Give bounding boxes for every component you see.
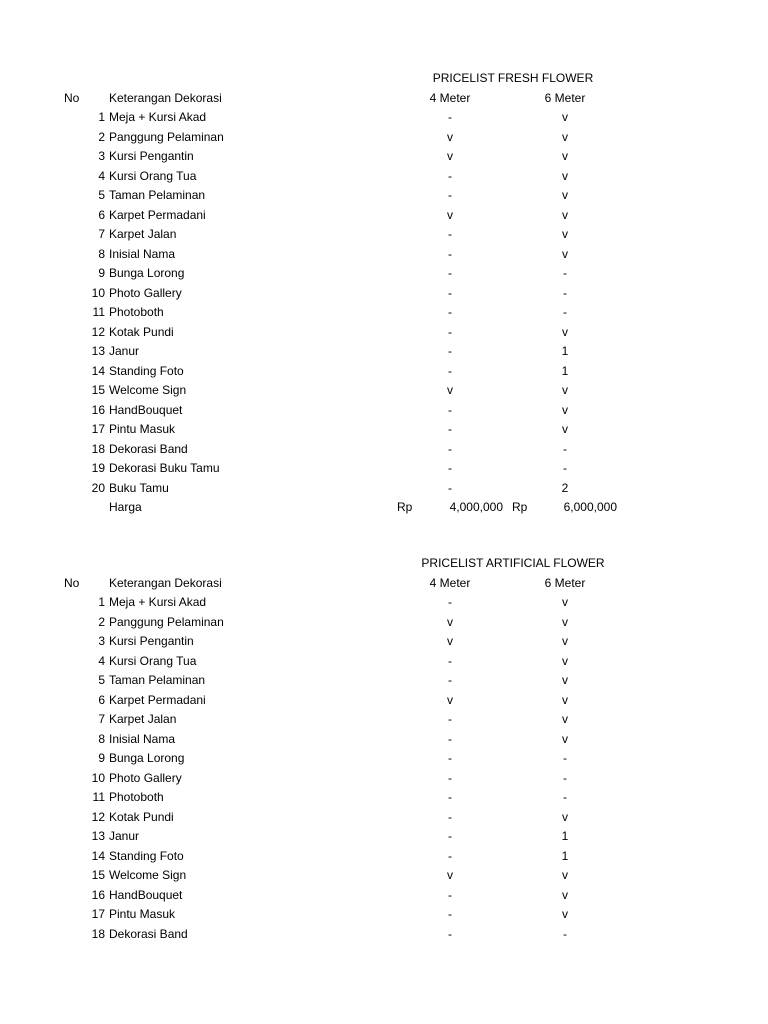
row-6-meter-value: v [562, 614, 568, 629]
row-4-meter-value: - [448, 266, 452, 280]
table-row [0, 769, 768, 789]
table-row [0, 401, 768, 421]
row-6-meter-value: v [562, 168, 568, 183]
row-6-meter-value: v [562, 887, 568, 902]
row-6-meter-value: v [562, 634, 568, 648]
row-6-meter-value: - [563, 285, 567, 300]
table-row [0, 420, 768, 440]
table-title: PRICELIST ARTIFICIAL FLOWER [421, 556, 605, 570]
table-row [0, 440, 768, 460]
row-4-meter-value: - [448, 907, 452, 921]
row-description: Kursi Pengantin [109, 149, 194, 163]
row-4-meter-value: - [448, 673, 452, 687]
row-6-meter-value: v [562, 595, 568, 609]
row-6-meter-value: v [562, 809, 568, 824]
row-description: Panggung Pelaminan [109, 129, 224, 144]
row-number: 6 [98, 692, 105, 707]
row-number: 8 [98, 731, 105, 746]
row-number: 19 [91, 461, 105, 475]
table-row [0, 749, 768, 769]
row-4-meter-value: v [447, 129, 453, 144]
row-number: 12 [91, 809, 105, 824]
row-6-meter-value: v [562, 383, 568, 397]
row-number: 8 [98, 246, 105, 261]
row-number: 10 [91, 285, 105, 300]
row-description: Photoboth [109, 790, 164, 804]
table-row [0, 632, 768, 652]
row-4-meter-value: - [448, 848, 452, 863]
row-4-meter-value: - [448, 246, 452, 261]
row-description: Dekorasi Band [109, 441, 188, 456]
row-description: Janur [109, 344, 140, 358]
table-row [0, 613, 768, 633]
row-4-meter-value: - [448, 324, 452, 339]
row-4-meter-value: - [448, 731, 452, 746]
table-row [0, 362, 768, 382]
table-row [0, 245, 768, 265]
table-row [0, 808, 768, 828]
row-number: 11 [92, 790, 105, 804]
row-6-meter-value: v [562, 149, 568, 163]
row-4-meter-value: - [448, 751, 452, 765]
table-row [0, 827, 768, 847]
row-description: Kotak Pundi [109, 324, 174, 339]
row-6-meter-value: v [562, 188, 568, 202]
row-number: 6 [98, 207, 105, 222]
row-6-meter-value: 1 [561, 344, 569, 358]
table-row [0, 691, 768, 711]
row-description: Photo Gallery [109, 285, 182, 300]
row-number: 14 [91, 363, 105, 378]
row-number: 3 [98, 149, 105, 163]
header-description: Keterangan Dekorasi [109, 90, 222, 105]
row-6-meter-value: v [562, 731, 568, 746]
row-4-meter-value: - [448, 829, 452, 843]
row-description: Meja + Kursi Akad [109, 595, 207, 609]
row-4-meter-value: - [448, 480, 452, 495]
row-4-meter-value: v [447, 634, 453, 648]
row-number: 5 [98, 188, 105, 202]
row-number: 10 [91, 770, 105, 785]
row-description: Panggung Pelaminan [109, 614, 224, 629]
row-4-meter-value: - [448, 461, 452, 475]
row-number: 7 [98, 712, 105, 726]
table-row [0, 886, 768, 906]
header-row [0, 574, 768, 594]
row-number: 2 [98, 129, 105, 144]
row-4-meter-value: v [447, 868, 453, 882]
row-number: 7 [98, 227, 105, 241]
row-6-meter-value: v [562, 324, 568, 339]
header-row [0, 89, 768, 109]
row-6-meter-value: v [562, 673, 568, 687]
row-number: 17 [91, 422, 105, 436]
row-6-meter-value: v [562, 227, 568, 241]
row-number: 3 [98, 634, 105, 648]
row-description: Inisial Nama [109, 246, 176, 261]
row-number: 17 [91, 907, 105, 921]
row-4-meter-value: v [447, 149, 453, 163]
row-description: Pintu Masuk [109, 907, 176, 921]
row-6-meter-value: v [562, 402, 568, 417]
header-6-meter: 6 Meter [544, 90, 586, 105]
table-row [0, 128, 768, 148]
row-description: Karpet Jalan [109, 227, 177, 241]
table-row [0, 925, 768, 945]
row-4-meter-value: - [448, 305, 452, 319]
header-4-meter: 4 Meter [429, 575, 471, 590]
row-4-meter-value: - [448, 441, 452, 456]
price-label: Harga [109, 500, 142, 514]
row-number: 1 [98, 595, 105, 609]
row-6-meter-value: v [562, 907, 568, 921]
row-description: Pintu Masuk [109, 422, 176, 436]
row-description: Bunga Lorong [109, 266, 185, 280]
table-title-row [0, 554, 768, 574]
row-description: Meja + Kursi Akad [109, 110, 207, 124]
row-number: 13 [91, 344, 105, 358]
row-description: Bunga Lorong [109, 751, 185, 765]
row-6-meter-value: v [562, 653, 568, 668]
header-description: Keterangan Dekorasi [109, 575, 222, 590]
row-number: 1 [98, 110, 105, 124]
row-6-meter-value: 1 [561, 829, 569, 843]
row-description: Photo Gallery [109, 770, 182, 785]
currency-4-meter: Rp [397, 500, 413, 514]
header-no: No [64, 575, 80, 590]
row-number: 2 [98, 614, 105, 629]
row-description: Photoboth [109, 305, 164, 319]
row-description: Taman Pelaminan [109, 188, 206, 202]
table-row [0, 147, 768, 167]
row-6-meter-value: - [563, 461, 567, 475]
row-4-meter-value: - [448, 809, 452, 824]
row-6-meter-value: 2 [561, 480, 569, 495]
row-description: Kursi Orang Tua [109, 653, 197, 668]
row-6-meter-value: - [563, 305, 567, 319]
row-number: 18 [91, 926, 105, 941]
row-4-meter-value: - [448, 926, 452, 941]
table-row [0, 730, 768, 750]
row-number: 15 [91, 383, 105, 397]
row-description: Kursi Pengantin [109, 634, 194, 648]
table-row [0, 108, 768, 128]
row-6-meter-value: 1 [561, 363, 569, 378]
row-description: Karpet Jalan [109, 712, 177, 726]
row-description: Welcome Sign [109, 868, 187, 882]
row-4-meter-value: - [448, 188, 452, 202]
row-6-meter-value: - [563, 790, 567, 804]
row-4-meter-value: - [448, 227, 452, 241]
table-row [0, 593, 768, 613]
row-number: 4 [98, 653, 105, 668]
row-6-meter-value: - [563, 751, 567, 765]
row-4-meter-value: - [448, 168, 452, 183]
row-number: 16 [91, 402, 105, 417]
currency-6-meter: Rp [512, 500, 528, 514]
row-4-meter-value: - [448, 363, 452, 378]
row-6-meter-value: v [562, 110, 568, 124]
row-description: Dekorasi Buku Tamu [109, 461, 220, 475]
row-description: Inisial Nama [109, 731, 176, 746]
row-description: Buku Tamu [109, 480, 169, 495]
row-description: Kursi Orang Tua [109, 168, 197, 183]
row-4-meter-value: v [447, 383, 453, 397]
table-row [0, 303, 768, 323]
row-6-meter-value: - [563, 266, 567, 280]
row-6-meter-value: 1 [561, 848, 569, 863]
table-row [0, 323, 768, 343]
table-row [0, 167, 768, 187]
row-4-meter-value: v [447, 692, 453, 707]
table-row [0, 671, 768, 691]
row-6-meter-value: v [562, 207, 568, 222]
row-description: Standing Foto [109, 848, 184, 863]
header-no: No [64, 90, 80, 105]
row-4-meter-value: - [448, 770, 452, 785]
table-row [0, 866, 768, 886]
header-4-meter: 4 Meter [429, 90, 471, 105]
price-row [0, 498, 768, 518]
table-row [0, 652, 768, 672]
row-6-meter-value: - [563, 926, 567, 941]
row-number: 9 [98, 751, 105, 765]
row-4-meter-value: - [448, 595, 452, 609]
table-row [0, 788, 768, 808]
row-description: Janur [109, 829, 140, 843]
row-6-meter-value: v [562, 422, 568, 436]
row-4-meter-value: - [448, 653, 452, 668]
table-title: PRICELIST FRESH FLOWER [432, 71, 594, 85]
row-6-meter-value: - [563, 441, 567, 456]
table-row [0, 225, 768, 245]
table-row [0, 206, 768, 226]
row-number: 12 [91, 324, 105, 339]
row-number: 5 [98, 673, 105, 687]
table-row [0, 264, 768, 284]
row-4-meter-value: - [448, 422, 452, 436]
row-number: 4 [98, 168, 105, 183]
table-row [0, 284, 768, 304]
row-number: 18 [91, 441, 105, 456]
row-description: Karpet Permadani [109, 692, 206, 707]
row-4-meter-value: v [447, 614, 453, 629]
row-4-meter-value: - [448, 887, 452, 902]
price-4-meter: 4,000,000 [449, 500, 503, 514]
row-description: Dekorasi Band [109, 926, 188, 941]
row-description: Karpet Permadani [109, 207, 206, 222]
table-row [0, 459, 768, 479]
row-4-meter-value: - [448, 790, 452, 804]
table-title-row [0, 69, 768, 89]
row-description: HandBouquet [109, 402, 183, 417]
row-6-meter-value: v [562, 712, 568, 726]
price-6-meter: 6,000,000 [563, 500, 617, 514]
row-description: Welcome Sign [109, 383, 187, 397]
row-description: Taman Pelaminan [109, 673, 206, 687]
table-row [0, 186, 768, 206]
row-number: 9 [98, 266, 105, 280]
table-row [0, 381, 768, 401]
row-6-meter-value: v [562, 692, 568, 707]
row-description: Standing Foto [109, 363, 184, 378]
row-4-meter-value: v [447, 207, 453, 222]
row-number: 16 [91, 887, 105, 902]
row-4-meter-value: - [448, 110, 452, 124]
row-6-meter-value: v [562, 868, 568, 882]
row-6-meter-value: v [562, 129, 568, 144]
row-number: 14 [91, 848, 105, 863]
row-6-meter-value: v [562, 246, 568, 261]
row-4-meter-value: - [448, 344, 452, 358]
table-row [0, 905, 768, 925]
row-6-meter-value: - [563, 770, 567, 785]
row-4-meter-value: - [448, 712, 452, 726]
table-row [0, 710, 768, 730]
row-description: Kotak Pundi [109, 809, 174, 824]
row-number: 20 [91, 480, 105, 495]
table-row [0, 847, 768, 867]
row-4-meter-value: - [448, 285, 452, 300]
row-number: 13 [91, 829, 105, 843]
header-6-meter: 6 Meter [544, 575, 586, 590]
row-description: HandBouquet [109, 887, 183, 902]
row-4-meter-value: - [448, 402, 452, 417]
table-row [0, 479, 768, 499]
table-row [0, 342, 768, 362]
row-number: 11 [92, 305, 105, 319]
row-number: 15 [91, 868, 105, 882]
